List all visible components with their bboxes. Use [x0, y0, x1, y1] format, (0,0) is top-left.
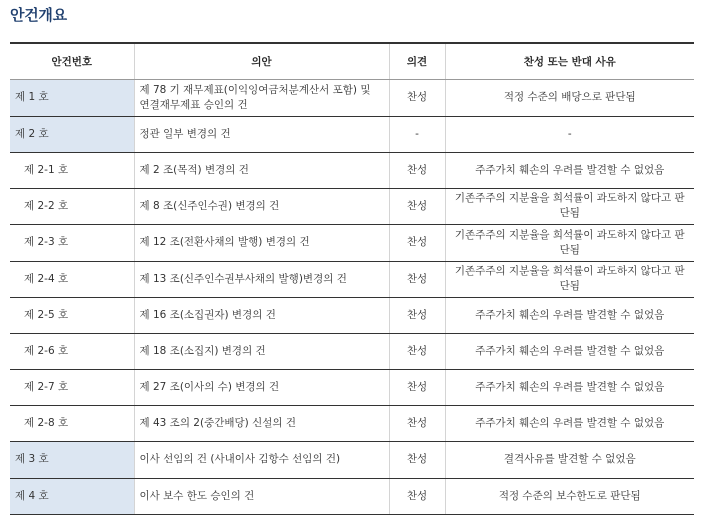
agenda-number-cell: 제 2-5 호	[10, 297, 134, 333]
table-header-row	[10, 43, 694, 79]
agenda-number-cell: 제 2 호	[10, 116, 134, 152]
reason-cell: 주주가치 훼손의 우려를 발견할 수 없었음	[445, 369, 694, 405]
opinion-cell: 찬성	[389, 261, 445, 297]
opinion-cell: 찬성	[389, 297, 445, 333]
table-row	[10, 369, 694, 405]
agenda-item-cell: 제 2 조(목적) 변경의 건	[134, 152, 389, 188]
table-row	[10, 152, 694, 188]
agenda-number-cell: 제 2-8 호	[10, 405, 134, 441]
opinion-cell: -	[389, 116, 445, 152]
header-opinion: 의견	[389, 43, 445, 79]
table-body	[10, 79, 694, 514]
table-row	[10, 116, 694, 152]
agenda-item-cell: 제 13 조(신주인수권부사채의 발행)변경의 건	[134, 261, 389, 297]
opinion-cell: 찬성	[389, 441, 445, 478]
reason-cell: 기존주주의 지분율을 희석률이 과도하지 않다고 판단됨	[445, 261, 694, 297]
reason-cell: 적정 수준의 배당으로 판단됨	[445, 79, 694, 116]
opinion-cell: 찬성	[389, 333, 445, 369]
agenda-item-cell: 제 27 조(이사의 수) 변경의 건	[134, 369, 389, 405]
table-row	[10, 79, 694, 116]
agenda-number-cell: 제 3 호	[10, 441, 134, 478]
agenda-item-cell: 제 18 조(소집지) 변경의 건	[134, 333, 389, 369]
agenda-number-cell: 제 2-6 호	[10, 333, 134, 369]
reason-cell: 주주가치 훼손의 우려를 발견할 수 없었음	[445, 297, 694, 333]
agenda-number-cell: 제 2-1 호	[10, 152, 134, 188]
table-row	[10, 297, 694, 333]
table-row	[10, 405, 694, 441]
table-row	[10, 261, 694, 297]
opinion-cell: 찬성	[389, 188, 445, 224]
reason-cell: 결격사유를 발견할 수 없었음	[445, 441, 694, 478]
agenda-number-cell: 제 2-3 호	[10, 224, 134, 261]
agenda-item-cell: 제 16 조(소집권자) 변경의 건	[134, 297, 389, 333]
reason-cell: 기존주주의 지분율을 희석률이 과도하지 않다고 판단됨	[445, 188, 694, 224]
opinion-cell: 찬성	[389, 224, 445, 261]
agenda-item-cell: 제 12 조(전환사채의 발행) 변경의 건	[134, 224, 389, 261]
agenda-number-cell: 제 4 호	[10, 478, 134, 514]
reason-cell: 적정 수준의 보수한도로 판단됨	[445, 478, 694, 514]
opinion-cell: 찬성	[389, 369, 445, 405]
agenda-item-cell: 제 8 조(신주인수권) 변경의 건	[134, 188, 389, 224]
reason-cell: 기존주주의 지분율을 희석률이 과도하지 않다고 판단됨	[445, 224, 694, 261]
agenda-item-cell: 제 78 기 재무제표(이익잉여금처분계산서 포함) 및 연결재무제표 승인의 건	[134, 79, 389, 116]
header-agenda-item: 의안	[134, 43, 389, 79]
agenda-item-cell: 이사 선임의 건 (사내이사 김항수 선임의 건)	[134, 441, 389, 478]
agenda-table	[10, 42, 694, 515]
agenda-number-cell: 제 2-2 호	[10, 188, 134, 224]
opinion-cell: 찬성	[389, 478, 445, 514]
table-row	[10, 333, 694, 369]
reason-cell: -	[445, 116, 694, 152]
reason-cell: 주주가치 훼손의 우려를 발견할 수 없었음	[445, 405, 694, 441]
reason-cell: 주주가치 훼손의 우려를 발견할 수 없었음	[445, 333, 694, 369]
reason-cell: 주주가치 훼손의 우려를 발견할 수 없었음	[445, 152, 694, 188]
table-row	[10, 441, 694, 478]
header-agenda-number: 안건번호	[10, 43, 134, 79]
opinion-cell: 찬성	[389, 79, 445, 116]
opinion-cell: 찬성	[389, 152, 445, 188]
header-reason: 찬성 또는 반대 사유	[445, 43, 694, 79]
agenda-item-cell: 이사 보수 한도 승인의 건	[134, 478, 389, 514]
agenda-item-cell: 정관 일부 변경의 건	[134, 116, 389, 152]
agenda-number-cell: 제 2-7 호	[10, 369, 134, 405]
agenda-number-cell: 제 2-4 호	[10, 261, 134, 297]
page-title: 안건개요	[10, 6, 67, 24]
table-row	[10, 188, 694, 224]
agenda-number-cell: 제 1 호	[10, 79, 134, 116]
table-row	[10, 478, 694, 514]
opinion-cell: 찬성	[389, 405, 445, 441]
table-row	[10, 224, 694, 261]
agenda-item-cell: 제 43 조의 2(중간배당) 신설의 건	[134, 405, 389, 441]
